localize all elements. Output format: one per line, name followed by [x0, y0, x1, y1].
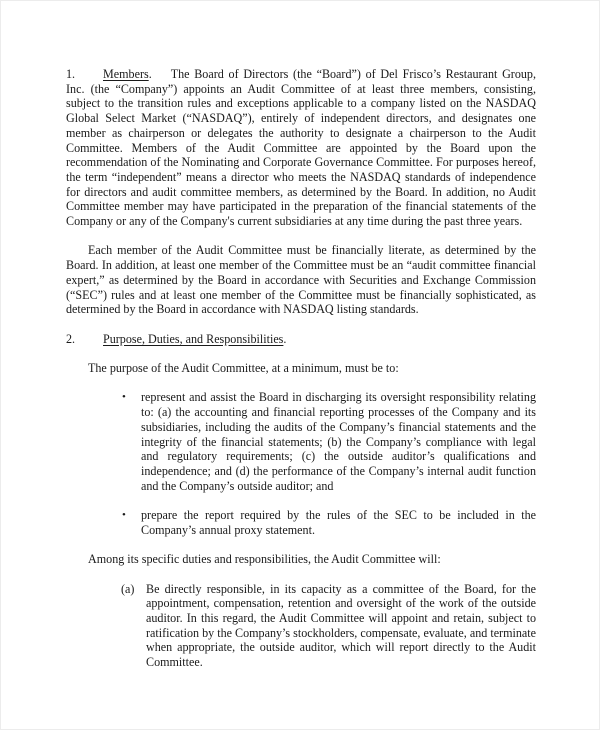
paragraph-spacer-7 [66, 567, 536, 582]
section-1-paragraph [66, 67, 536, 229]
paragraph-spacer-2 [66, 317, 536, 332]
bullet-icon: • [122, 391, 126, 404]
section-2-title-suffix: . [283, 331, 287, 346]
section-2-number: 2. [66, 331, 76, 346]
section-1-number: 1. [66, 67, 76, 81]
paragraph-spacer-1 [66, 229, 536, 244]
purpose-intro-paragraph: The purpose of the Audit Committee, at a minimum, must be to: [88, 361, 399, 376]
section-1-title-suffix: . [148, 67, 152, 81]
paragraph-spacer-5 [66, 493, 536, 508]
list-item-marker: (a) [121, 581, 135, 596]
list-item-text: Be directly responsible, in its capacity as a committee of the Board, for the appointment, compensation, retention and oversight of the work of the outside auditor. In this regard, the Audit Committee will appoint and retain, subject to ratification by the Company’s stockholders, compensate, evaluate, and terminate when appropriate, the outside auditor, which will report directly to the Audit Committee. [146, 581, 536, 670]
list-item-text: prepare the report required by the rules of the SEC to be included in the Company’s annual proxy statement. [141, 508, 536, 537]
financial-literacy-paragraph: Each member of the Audit Committee must be financially literate, as determined by the Board. In addition, at least one member of the Committee must be an “audit committee financial expert,” as determined by the Board in accordance with Securities and Exchange Commission (“SEC”) rules and at least one member of the Committee must be financially sophisticated, as determined by the Board in accordance with NASDAQ listing standards. [66, 243, 536, 317]
section-1-title: Members [103, 67, 149, 81]
list-item [66, 390, 536, 493]
list-item [66, 582, 536, 670]
section-2-title: Purpose, Duties, and Responsibilities [103, 331, 284, 346]
bullet-icon: • [122, 509, 126, 522]
section-1-body: The Board of Directors (the “Board”) of Del Frisco’s Restaurant Group, Inc. (the “Company”) appoints an Audit Committee of at least three members, consisting, subject to the transition rules and exceptions applicable to a company listed on the NASDAQ Global Select Market (“NASDAQ”), entirely of independent directors, and designates one member as chairperson or delegates the authority to designate a chairperson to the Audit Committee. Members of the Audit Committee are appointed by the Board upon the recommendation of the Nominating and Corporate Governance Committee. For purposes hereof, the term “independent” means a director who meets the NASDAQ standards of independence for directors and audit committee members, as determined by the Board. In addition, no Audit Committee member may have participated in the preparation of the financial statements of the Company or any of the Company's current subsidiaries at any time during the past three years. [66, 67, 536, 229]
paragraph-spacer-4 [66, 376, 536, 391]
list-item-text: represent and assist the Board in discharging its oversight responsibility relating to: (a) the accounting and financial reporting processes of the Company and its subsidiaries, including the audits of the Company’s financial statements and the integrity of the financial statements; (b) the Company’s compliance with legal and regulatory requirements; (c) the outside auditor’s qualifications and independence; and (d) the performance of the Company’s internal audit function and the Company’s outside auditor; and [141, 390, 536, 493]
duties-intro-paragraph: Among its specific duties and responsibilities, the Audit Committee will: [88, 552, 441, 567]
list-item [66, 508, 536, 537]
document-body [66, 67, 536, 670]
paragraph-spacer-6 [66, 537, 536, 552]
paragraph-spacer-3 [66, 346, 536, 361]
section-2-heading [66, 332, 536, 347]
